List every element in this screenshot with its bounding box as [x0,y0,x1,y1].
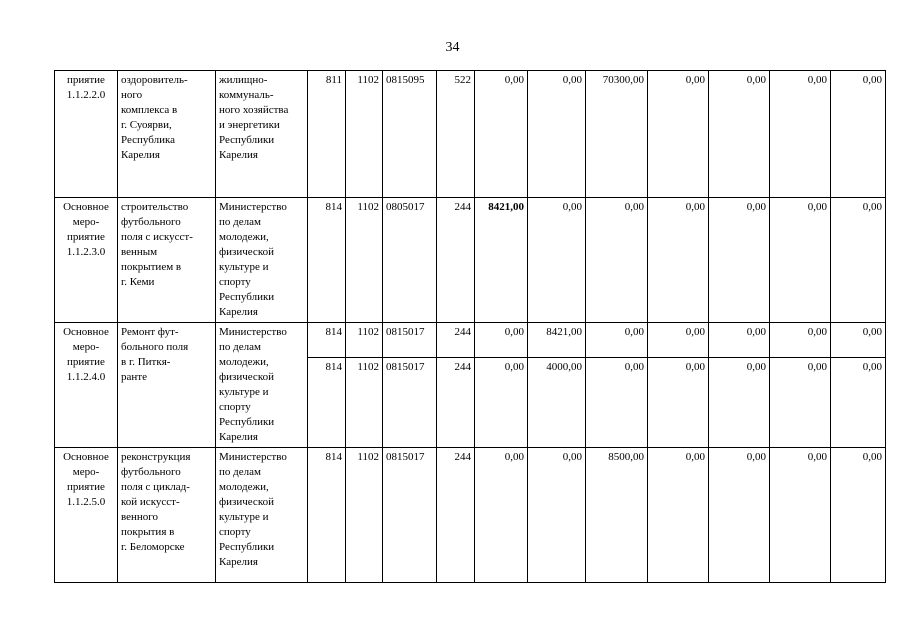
executor-cell: жилищно- коммуналь- ного хозяйства и энергетики Республики Карелия [216,71,308,198]
event-cell: приятие 1.1.2.2.0 [55,71,118,198]
executor-cell: Министерство по делам молодежи, физической культуре и спорту Республики Карелия [216,323,308,448]
csr-cell: 0815017 [383,323,437,358]
value-cell-4: 0,00 [648,71,709,198]
value-cell-6: 0,00 [770,198,831,323]
value-cell-2: 0,00 [528,71,586,198]
value-cell-1: 8421,00 [475,198,528,323]
rzpr-cell: 1102 [346,323,383,358]
table-row [55,71,886,198]
event-cell: Основное меро- приятие 1.1.2.5.0 [55,448,118,583]
value-cell-7: 0,00 [831,198,886,323]
vr-cell: 244 [437,448,475,583]
grbs-cell: 814 [308,198,346,323]
grbs-cell: 814 [308,448,346,583]
table-row [55,448,886,583]
csr-cell: 0815017 [383,358,437,448]
grbs-cell: 814 [308,358,346,448]
value-cell-1: 0,00 [475,358,528,448]
value-cell-3: 0,00 [586,358,648,448]
event-name-cell: строительство футбольного поля с искусст- венным покрытием в г. Кеми [118,198,216,323]
event-name-cell: Ремонт фут- больного поля в г. Питкя- ранте [118,323,216,448]
value-cell-5: 0,00 [709,198,770,323]
value-cell-2: 8421,00 [528,323,586,358]
value-cell-4: 0,00 [648,323,709,358]
vr-cell: 244 [437,198,475,323]
event-cell: Основное меро- приятие 1.1.2.3.0 [55,198,118,323]
vr-cell: 244 [437,323,475,358]
rzpr-cell: 1102 [346,358,383,448]
page-number: 34 [445,40,460,55]
event-name-cell: оздоровитель- ного комплекса в г. Суоярви, Республика Карелия [118,71,216,198]
value-cell-1: 0,00 [475,323,528,358]
csr-cell: 0815095 [383,71,437,198]
grbs-cell: 811 [308,71,346,198]
budget-table [54,70,886,583]
value-cell-2: 0,00 [528,198,586,323]
value-cell-3: 0,00 [586,323,648,358]
rzpr-cell: 1102 [346,71,383,198]
executor-cell: Министерство по делам молодежи, физической культуре и спорту Республики Карелия [216,198,308,323]
value-cell-5: 0,00 [709,448,770,583]
grbs-cell: 814 [308,323,346,358]
value-cell-2: 4000,00 [528,358,586,448]
vr-cell: 522 [437,71,475,198]
value-cell-1: 0,00 [475,448,528,583]
event-name-cell: реконструкция футбольного поля с циклад- кой искусст- венного покрытия в г. Беломорске [118,448,216,583]
table-row [55,198,886,323]
value-cell-6: 0,00 [770,71,831,198]
value-cell-2: 0,00 [528,448,586,583]
value-cell-7: 0,00 [831,448,886,583]
value-cell-3: 8500,00 [586,448,648,583]
value-cell-6: 0,00 [770,358,831,448]
csr-cell: 0805017 [383,198,437,323]
rzpr-cell: 1102 [346,448,383,583]
csr-cell: 0815017 [383,448,437,583]
value-cell-7: 0,00 [831,71,886,198]
rzpr-cell: 1102 [346,198,383,323]
table-row [55,323,886,358]
event-cell: Основное меро- приятие 1.1.2.4.0 [55,323,118,448]
value-cell-7: 0,00 [831,358,886,448]
value-cell-3: 70300,00 [586,71,648,198]
value-cell-6: 0,00 [770,323,831,358]
executor-cell: Министерство по делам молодежи, физической культуре и спорту Республики Карелия [216,448,308,583]
value-cell-1: 0,00 [475,71,528,198]
value-cell-4: 0,00 [648,448,709,583]
value-cell-4: 0,00 [648,198,709,323]
value-cell-5: 0,00 [709,358,770,448]
value-cell-7: 0,00 [831,323,886,358]
value-cell-3: 0,00 [586,198,648,323]
vr-cell: 244 [437,358,475,448]
value-cell-4: 0,00 [648,358,709,448]
value-cell-6: 0,00 [770,448,831,583]
value-cell-5: 0,00 [709,71,770,198]
value-cell-5: 0,00 [709,323,770,358]
